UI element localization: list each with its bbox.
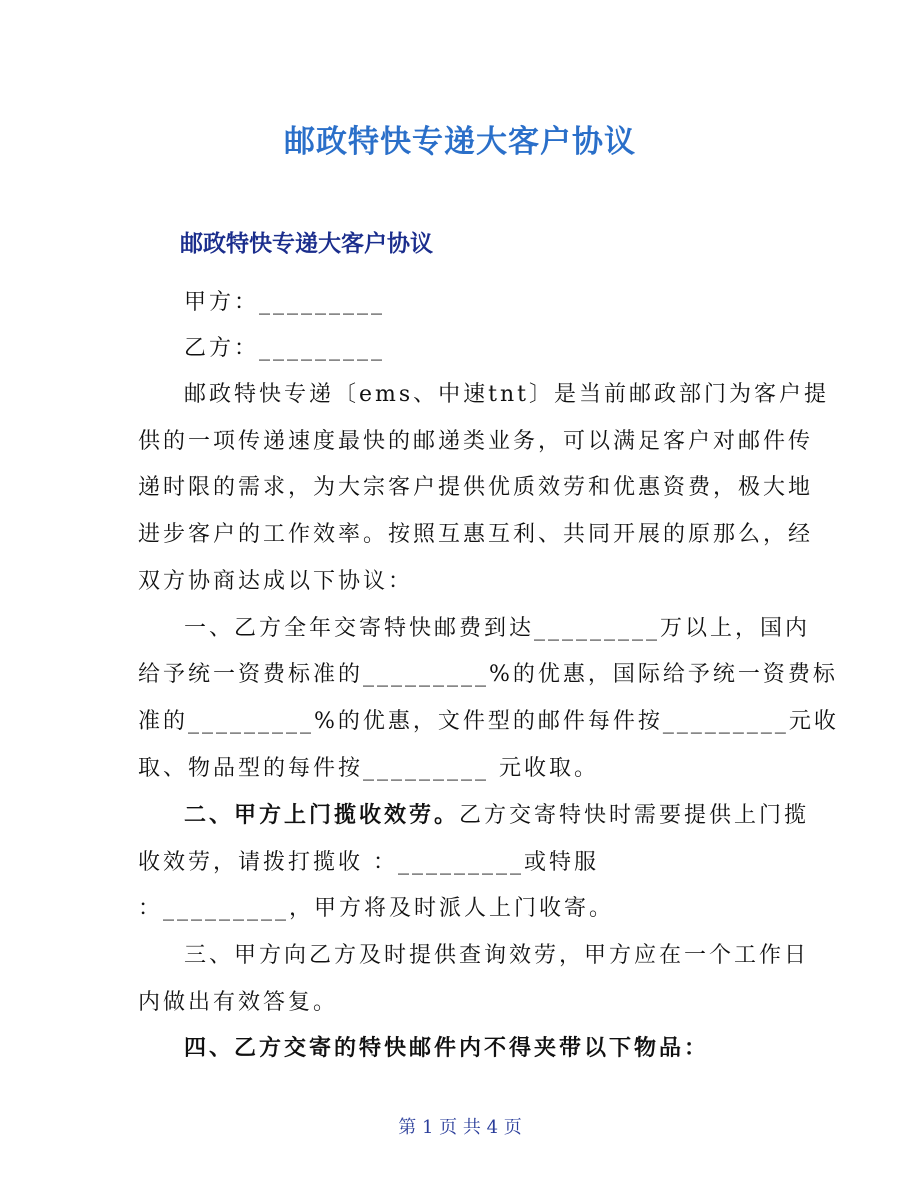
party-a-line: 甲方：_________: [184, 290, 386, 315]
clause-1-line-2: 给予统一资费标准的_________%的优惠，国际给予统一资费标: [138, 662, 838, 687]
intro-line-1: 邮政特快专递〔ems、中速tnt〕是当前邮政部门为客户提: [184, 382, 830, 407]
clause-2-line-3: ：_________，甲方将及时派人上门收寄。: [138, 896, 615, 921]
clause-3-line-2: 内做出有效答复。: [138, 990, 339, 1015]
clause-2-heading: 二、甲方上门揽收效劳。: [184, 802, 460, 828]
clause-1-line-1: 一、乙方全年交寄特快邮费到达_________万以上，国内: [184, 616, 811, 641]
intro-line-4: 进步客户的工作效率。按照互惠互利、共同开展的原那么，经: [138, 522, 814, 547]
document-title: 邮政特快专递大客户协议: [284, 124, 636, 160]
party-b-line: 乙方：_________: [184, 336, 386, 361]
clause-1-line-4: 取、物品型的每件按_________ 元收取。: [138, 756, 599, 781]
clause-4-heading: 四、乙方交寄的特快邮件内不得夹带以下物品：: [184, 1035, 710, 1061]
intro-line-5: 双方协商达成以下协议：: [138, 569, 414, 594]
page-number: 第 1 页 共 4 页: [398, 1117, 522, 1138]
intro-line-2: 供的一项传递速度最快的邮递类业务，可以满足客户对邮件传: [138, 429, 814, 454]
clause-2-text: 乙方交寄特快时需要提供上门揽: [459, 803, 810, 828]
document-subtitle: 邮政特快专递大客户协议: [180, 231, 433, 257]
clause-3-line-1: 三、甲方向乙方及时提供查询效劳，甲方应在一个工作日: [184, 943, 810, 968]
clause-2-line-2: 收效劳，请拨打揽收 ：_________或特服: [138, 850, 599, 875]
clause-2-line-1: [184, 798, 809, 829]
intro-line-3: 递时限的需求，为大宗客户提供优质效劳和优惠资费，极大地: [138, 475, 814, 500]
clause-1-line-3: 准的_________%的优惠，文件型的邮件每件按_________元收: [138, 709, 839, 734]
